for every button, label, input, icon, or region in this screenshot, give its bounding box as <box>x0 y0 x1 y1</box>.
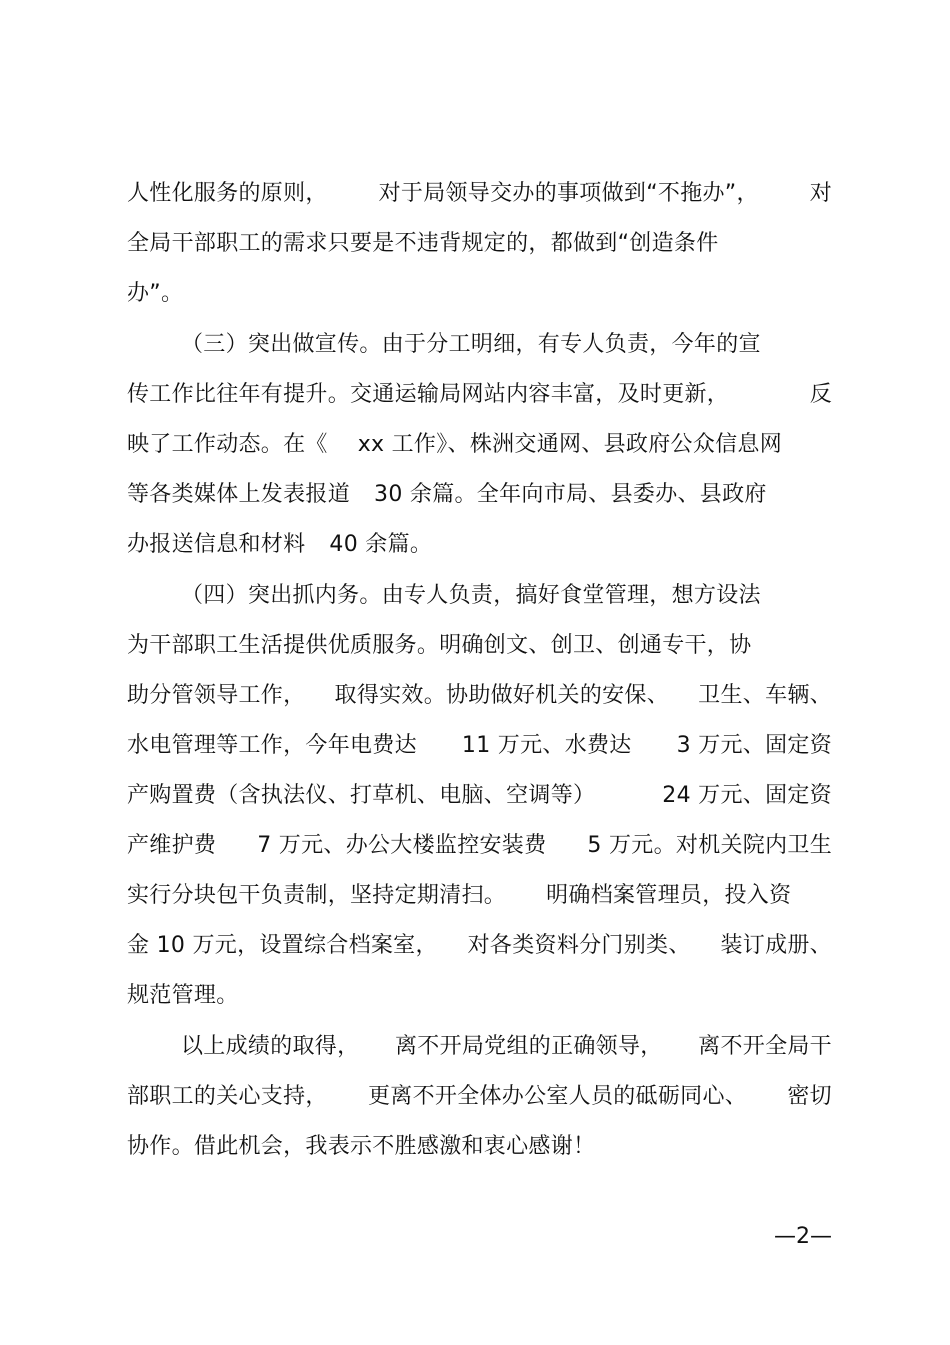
text-line <box>127 425 832 465</box>
text-line <box>127 776 832 816</box>
text-segment: 3 万元、固定资 <box>676 733 832 758</box>
text-segment: （四）突出抓内务。由专人负责，搞好食堂管理，想方设法 <box>181 583 761 608</box>
text-segment: 7 万元、办公大楼监控安装费 <box>257 833 547 858</box>
text-line <box>127 1077 832 1117</box>
text-line <box>181 1027 832 1067</box>
text-line <box>127 676 832 716</box>
text-line <box>127 726 832 766</box>
text-segment: 装订成册、 <box>720 933 832 958</box>
text-segment: 40 余篇。 <box>329 532 433 557</box>
text-line <box>127 826 832 866</box>
text-segment: 金 10 万元，设置综合档案室， <box>127 933 438 958</box>
text-segment: 传工作比往年有提升。交通运输局网站内容丰富，及时更新， <box>127 382 730 407</box>
text-segment: （三）突出做宣传。由于分工明细，有专人负责，今年的宣 <box>181 332 761 357</box>
text-line <box>127 174 832 214</box>
text-line <box>127 626 832 666</box>
text-line <box>127 224 832 264</box>
text-line <box>181 576 832 616</box>
text-segment: 办报送信息和材料 <box>127 532 306 557</box>
text-segment: 协作。借此机会，我表示不胜感激和衷心感谢！ <box>127 1134 596 1159</box>
text-segment: 卫生、车辆、 <box>698 683 832 708</box>
text-line <box>127 926 832 966</box>
text-segment: 24 万元、固定资 <box>662 783 832 808</box>
text-segment: 全局干部职工的需求只要是不违背规定的，都做到“创造条件 <box>127 231 719 256</box>
text-segment: 部职工的关心支持， <box>127 1084 328 1109</box>
text-segment: 30 余篇。全年向市局、县委办、县政府 <box>374 482 767 507</box>
text-segment: 更离不开全体办公室人员的砥砺同心、 <box>367 1084 748 1109</box>
text-segment: 对 <box>809 181 832 206</box>
text-segment: 产购置费（含执法仪、打草机、电脑、空调等） <box>127 783 596 808</box>
text-segment: 明确档案管理员，投入资 <box>546 883 792 908</box>
text-line <box>127 475 832 515</box>
text-segment: 助分管领导工作， <box>127 683 306 708</box>
text-line <box>127 1127 832 1167</box>
text-segment: 映了工作动态。在《 <box>127 432 328 457</box>
text-segment: 离不开全局干 <box>698 1034 832 1059</box>
text-segment: 对于局领导交办的事项做到“不拖办”， <box>378 181 759 206</box>
text-line <box>181 325 832 365</box>
text-segment: 水电管理等工作，今年电费达 <box>127 733 417 758</box>
page-number: —2— <box>774 1224 832 1249</box>
text-segment: 离不开局党组的正确领导， <box>394 1034 663 1059</box>
text-segment: 人性化服务的原则， <box>127 181 328 206</box>
text-segment: 为干部职工生活提供优质服务。明确创文、创卫、创通专干，协 <box>127 633 752 658</box>
text-segment: 反 <box>809 382 832 407</box>
text-segment: 取得实效。协助做好机关的安保、 <box>334 683 670 708</box>
text-line <box>127 375 832 415</box>
text-segment: 以上成绩的取得， <box>181 1034 360 1059</box>
text-segment: 产维护费 <box>127 833 217 858</box>
text-segment: 密切 <box>787 1084 832 1109</box>
text-line <box>127 976 832 1016</box>
text-segment: 对各类资料分门别类、 <box>467 933 691 958</box>
text-segment: 等各类媒体上发表报道 <box>127 482 351 507</box>
text-segment: 办”。 <box>127 281 184 306</box>
text-segment: 5 万元。对机关院内卫生 <box>587 833 832 858</box>
text-segment: 规范管理。 <box>127 983 239 1008</box>
text-segment: 实行分块包干负责制，坚持定期清扫。 <box>127 883 507 908</box>
text-line <box>127 876 832 916</box>
text-line <box>127 525 832 565</box>
text-segment: xx 工作》、株洲交通网、县政府公众信息网 <box>357 432 783 457</box>
text-segment: 11 万元、水费达 <box>461 733 632 758</box>
text-line <box>127 274 832 314</box>
